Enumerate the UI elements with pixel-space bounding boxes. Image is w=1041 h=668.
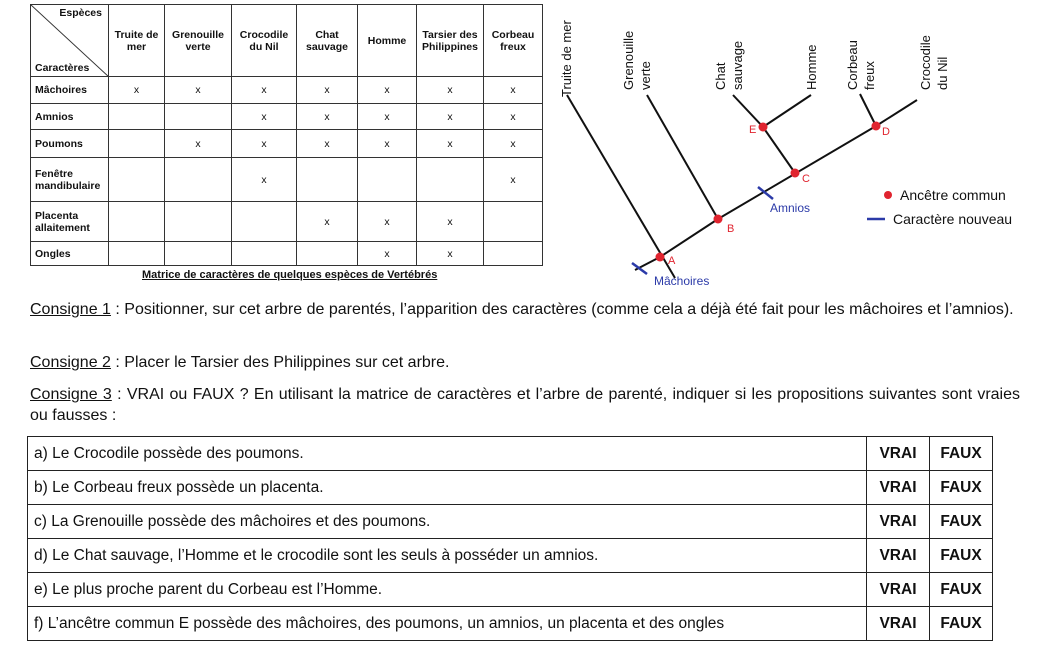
vrai-button[interactable]: VRAI <box>867 505 930 539</box>
matrix-cell <box>297 158 358 202</box>
label-machoires: Mâchoires <box>654 274 710 288</box>
species-header: Corbeau freux <box>484 5 543 77</box>
matrix-cell <box>109 158 165 202</box>
matrix-cell <box>484 202 543 242</box>
matrix-row <box>31 104 543 130</box>
matrix-row <box>31 77 543 104</box>
node-label: E <box>749 124 757 136</box>
proposition: a) Le Crocodile possède des poumons. <box>28 437 867 471</box>
instruction-2-text: : Placer le Tarsier des Philippines sur cet arbre. <box>110 354 450 371</box>
instruction-1-text: : Positionner, sur cet arbre de parentés, l’apparition des caractères (comme cela a déjà été fait pour les mâchoires et l’amnios). <box>110 301 1014 318</box>
proposition: e) Le plus proche parent du Corbeau est l’Homme. <box>28 573 867 607</box>
row-label: Amnios <box>31 104 109 130</box>
matrix-cell <box>484 242 543 266</box>
matrix-cell <box>165 202 232 242</box>
matrix-cell: x <box>232 77 297 104</box>
node-label: A <box>668 255 676 267</box>
node-c <box>791 169 800 178</box>
matrix-corner <box>31 5 109 77</box>
matrix-cell <box>109 104 165 130</box>
matrix-cell: x <box>232 130 297 158</box>
taxon-label: Grenouille verte <box>621 30 653 90</box>
matrix-cell <box>109 130 165 158</box>
matrix-cell: x <box>297 130 358 158</box>
node-label: D <box>882 126 890 138</box>
instruction-2-label: Consigne 2 <box>30 354 111 371</box>
branch-human <box>763 95 811 127</box>
proposition: c) La Grenouille possède des mâchoires et des poumons. <box>28 505 867 539</box>
branch-crocodile <box>876 100 917 126</box>
instruction-1 <box>30 299 1020 320</box>
proposition: d) Le Chat sauvage, l’Homme et le crocodile sont les seuls à posséder un amnios. <box>28 539 867 573</box>
branch-trout <box>567 95 675 278</box>
taxon-label: Crocodile du Nil <box>918 35 950 90</box>
matrix-cell <box>297 242 358 266</box>
table-row <box>28 505 993 539</box>
matrix-cell: x <box>109 77 165 104</box>
faux-button[interactable]: FAUX <box>930 539 993 573</box>
matrix-cell <box>109 242 165 266</box>
vrai-button[interactable]: VRAI <box>867 471 930 505</box>
vrai-button[interactable]: VRAI <box>867 539 930 573</box>
node-label: C <box>802 173 810 185</box>
table-row <box>28 437 993 471</box>
matrix-cell: x <box>358 242 417 266</box>
matrix-cell: x <box>484 104 543 130</box>
node-d <box>872 122 881 131</box>
phylogenetic-tree <box>545 0 1041 295</box>
branch-frog <box>647 95 718 219</box>
taxon-label: Homme <box>804 44 819 90</box>
matrix-cell: x <box>297 202 358 242</box>
node-b <box>714 215 723 224</box>
branch-cat <box>733 95 763 127</box>
node-a <box>656 253 665 262</box>
matrix-cell <box>109 202 165 242</box>
corner-species-label: Espèces <box>59 7 102 19</box>
faux-button[interactable]: FAUX <box>930 505 993 539</box>
faux-button[interactable]: FAUX <box>930 607 993 641</box>
legend-ancestor-label: Ancêtre commun <box>900 187 1006 203</box>
matrix-cell: x <box>358 202 417 242</box>
matrix-cell: x <box>232 104 297 130</box>
label-amnios: Amnios <box>770 201 811 215</box>
faux-button[interactable]: FAUX <box>930 573 993 607</box>
row-label: Fenêtre mandibulaire <box>31 158 109 202</box>
legend-character-label: Caractère nouveau <box>893 211 1013 227</box>
row-label: Poumons <box>31 130 109 158</box>
species-header: Homme <box>358 5 417 77</box>
matrix-cell <box>165 158 232 202</box>
matrix-cell: x <box>165 130 232 158</box>
instruction-2 <box>30 352 449 373</box>
branch-a-b <box>660 219 718 257</box>
branch-raven <box>860 94 876 126</box>
proposition: f) L’ancêtre commun E possède des mâchoires, des poumons, un amnios, un placenta et des ongles <box>28 607 867 641</box>
matrix-cell: x <box>417 202 484 242</box>
node-label: B <box>727 223 735 235</box>
matrix-cell: x <box>417 130 484 158</box>
matrix-cell: x <box>297 104 358 130</box>
row-label: Placenta allaitement <box>31 202 109 242</box>
true-false-table <box>27 436 993 641</box>
instruction-3-label: Consigne 3 <box>30 386 112 403</box>
instruction-3-text: : VRAI ou FAUX ? En utilisant la matrice de caractères et l’arbre de parenté, indiquer si les propositions suivantes sont vraies ou fausses : <box>30 386 1021 424</box>
vrai-button[interactable]: VRAI <box>867 573 930 607</box>
taxon-label: Corbeau freux <box>845 40 877 90</box>
species-header: Truite de mer <box>109 5 165 77</box>
matrix-cell <box>165 242 232 266</box>
row-label: Mâchoires <box>31 77 109 104</box>
faux-button[interactable]: FAUX <box>930 471 993 505</box>
node-e <box>759 123 768 132</box>
matrix-cell: x <box>484 77 543 104</box>
taxon-label: Truite de mer <box>559 20 574 97</box>
species-header: Crocodile du Nil <box>232 5 297 77</box>
taxon-label: Chat sauvage <box>713 40 745 90</box>
matrix-cell: x <box>358 130 417 158</box>
species-header: Tarsier des Philippines <box>417 5 484 77</box>
matrix-row <box>31 158 543 202</box>
faux-button[interactable]: FAUX <box>930 437 993 471</box>
table-row <box>28 573 993 607</box>
vrai-button[interactable]: VRAI <box>867 607 930 641</box>
table-row <box>28 539 993 573</box>
matrix-cell: x <box>484 158 543 202</box>
instruction-1-label: Consigne 1 <box>30 301 111 318</box>
matrix-caption: Matrice de caractères de quelques espèces de Vertébrés <box>142 269 438 281</box>
vrai-button[interactable]: VRAI <box>867 437 930 471</box>
matrix-row <box>31 202 543 242</box>
matrix-cell <box>165 104 232 130</box>
matrix-cell: x <box>358 77 417 104</box>
matrix-cell <box>232 202 297 242</box>
matrix-cell: x <box>417 104 484 130</box>
character-matrix <box>30 4 543 266</box>
matrix-cell: x <box>417 77 484 104</box>
matrix-cell: x <box>297 77 358 104</box>
row-label: Ongles <box>31 242 109 266</box>
matrix-cell: x <box>417 242 484 266</box>
matrix-cell: x <box>232 158 297 202</box>
matrix-cell: x <box>358 104 417 130</box>
corner-character-label: Caractères <box>35 62 90 74</box>
species-header: Grenouille verte <box>165 5 232 77</box>
table-row <box>28 471 993 505</box>
instruction-3 <box>30 384 1020 426</box>
branch-c-e <box>763 127 795 173</box>
matrix-cell <box>232 242 297 266</box>
matrix-cell: x <box>165 77 232 104</box>
legend-ancestor-dot <box>884 191 892 199</box>
species-header: Chat sauvage <box>297 5 358 77</box>
matrix-row <box>31 130 543 158</box>
matrix-cell: x <box>484 130 543 158</box>
proposition: b) Le Corbeau freux possède un placenta. <box>28 471 867 505</box>
matrix-cell <box>417 158 484 202</box>
table-row <box>28 607 993 641</box>
matrix-row <box>31 242 543 266</box>
matrix-cell <box>358 158 417 202</box>
